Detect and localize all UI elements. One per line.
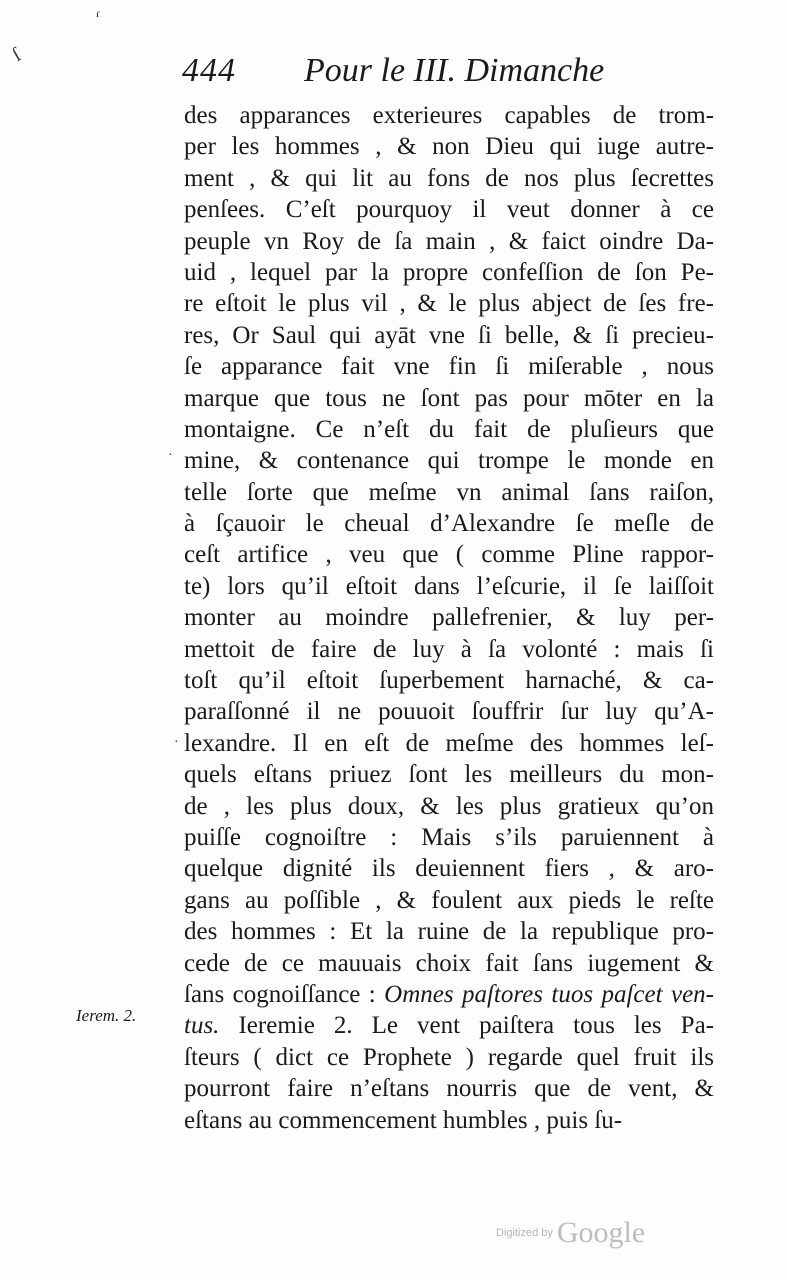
text-line: de , les plus doux, & les plus gratieux qu’on: [184, 792, 714, 820]
text-line: quelque dignité ils deuiennent fiers , & aro-: [184, 855, 714, 883]
text-line: cede de ce mauuais choix fait ſans iugement &: [184, 949, 714, 977]
latin-quote-end: tus.: [184, 1012, 220, 1040]
text-line: mettoit de faire de luy à ſa volonté : mais ſi: [184, 635, 714, 663]
text-line: per les hommes , & non Dieu qui iuge autre-: [184, 133, 714, 161]
text-line: telle ſorte que meſme vn animal ſans raiſon,: [184, 478, 714, 506]
text-line: des apparances exterieures capables de trom-: [184, 102, 714, 129]
text-run: ſans cognoiſſance :: [184, 980, 385, 1008]
text-line: pourront faire n’eſtans nourris que de vent, &: [184, 1075, 714, 1103]
text-line: toſt qu’il eſtoit ſuperbement harnaché, & ca-: [184, 667, 714, 695]
text-line: peuple vn Roy de ſa main , & faict oindre Da-: [184, 227, 714, 255]
margin-dot-mark: ·: [168, 448, 173, 463]
text-line: [184, 979, 714, 1010]
text-line: re eſtoit le plus vil , & le plus abject de ſes fre-: [184, 290, 714, 318]
margin-dot-mark: ·: [174, 735, 179, 750]
text-line: paraſſonné il ne pouuoit ſouffrir ſur luy qu’A-: [184, 698, 714, 726]
running-head: Pour le III. Dimanche: [304, 52, 605, 89]
margin-note: Ierem. 2.: [76, 1006, 137, 1025]
text-line: eſtans au commencement humbles , puis ſu-: [184, 1106, 623, 1134]
digitization-watermark: [496, 1216, 645, 1250]
text-line: des hommes : Et la ruine de la republique pro-: [184, 918, 714, 946]
page-header: [182, 52, 642, 96]
text-line: à ſçauoir le cheual d’Alexandre ſe meſle de: [184, 510, 714, 538]
text-line: ment , & qui lit au fons de nos plus ſecrettes: [184, 164, 714, 192]
text-line: ſteurs ( dict ce Prophete ) regarde quel fruit ils: [184, 1043, 714, 1071]
text-line: ſe apparance fait vne fin ſi miſerable , nous: [184, 353, 714, 381]
text-line: montaigne. Ce n’eſt du fait de pluſieurs que: [184, 415, 714, 443]
text-line: te) lors qu’il eſtoit dans l’eſcurie, il ſe laiſſoit: [184, 572, 714, 600]
text-line: res, Or Saul qui ayāt vne ſi belle, & ſi precieu-: [184, 321, 714, 349]
page-number: 444: [182, 52, 236, 89]
latin-quote: Omnes paſtores tuos paſcet ven-: [384, 980, 714, 1008]
text-line: uid , lequel par la propre confeſſion de ſon Pe-: [184, 258, 714, 286]
watermark-prefix: Digitized by: [496, 1227, 553, 1239]
text-line: penſees. C’eſt pourquoy il veut donner à ce: [184, 196, 714, 224]
text-line: puiſſe cognoiſtre : Mais s’ils paruiennent à: [184, 823, 714, 851]
watermark-brand: Google: [556, 1216, 646, 1249]
text-line: quels eſtans priuez ſont les meilleurs du mon-: [184, 761, 714, 789]
body-text: [184, 100, 714, 1136]
text-line: ceſt artifice , veu que ( comme Pline rappor-: [184, 541, 714, 569]
text-line: gans au poſſible , & foulent aux pieds le reſte: [184, 886, 714, 914]
stray-ink-mark: ɾ: [96, 6, 100, 20]
text-line: [184, 1010, 714, 1041]
text-run: Ieremie 2. Le vent paiſtera tous les Pa-: [219, 1012, 714, 1040]
text-line: marque que tous ne ſont pas pour mōter en la: [184, 384, 714, 412]
text-line: mine, & contenance qui trompe le monde en: [184, 447, 714, 475]
stray-ink-mark: ſ: [8, 44, 25, 66]
text-line: lexandre. Il en eſt de meſme des hommes leſ-: [184, 729, 714, 757]
text-line: monter au moindre pallefrenier, & luy per-: [184, 604, 714, 632]
